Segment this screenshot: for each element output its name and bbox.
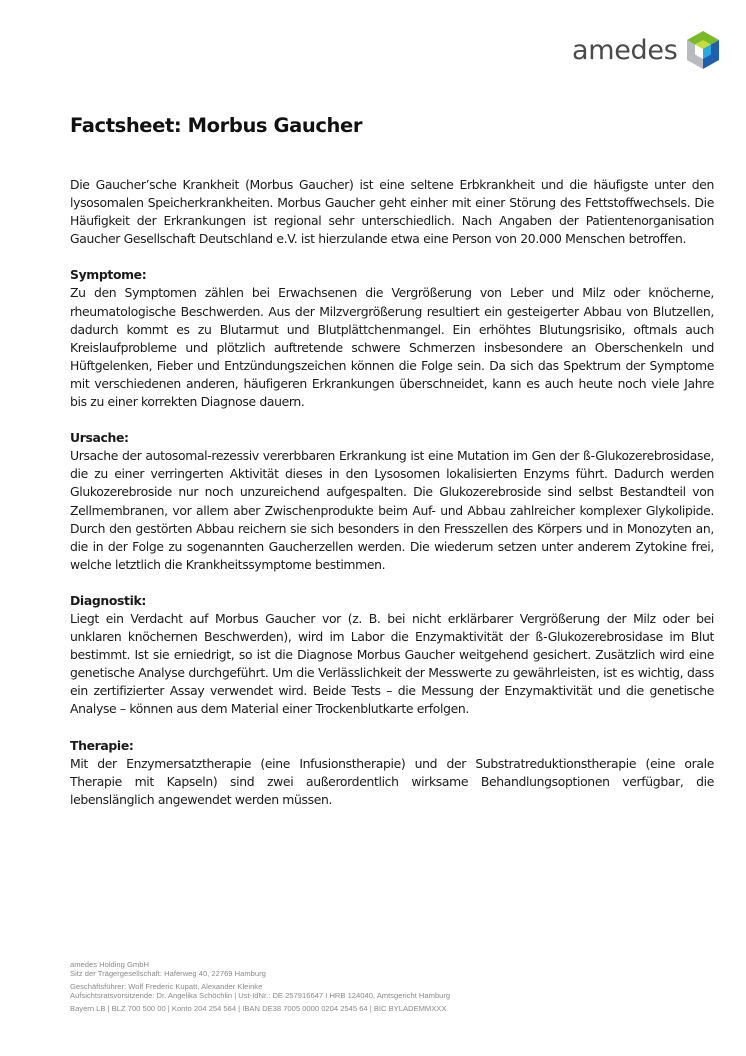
section-heading: Ursache: — [70, 430, 129, 446]
section-ursache — [70, 429, 714, 574]
section-text: Ursache der autosomal-rezessiv vererbbaren Erkrankung ist eine Mutation im Gen der ß-Glukozerebrosidase, die zu einer verringerten Aktivität dieses in den Lysosomen lokalisierten Enzyms führt. Dadurch werden Glukozerebroside nur noch unzureichend aufgespalten. Die Glukozerebroside sind selbst Bestandteil von Zellmembranen, vor allem aber Zwischenprodukte beim Auf- und Abbau zahlreicher komplexer Glykolipide. Durch den gestörten Abbau reichern sie sich besonders in den Fresszellen des Körpers und in Monozyten an, die in der Folge zu sogenannten Gaucherzellen werden. Die wiederum setzen unter anderem Zytokine frei, welche letztlich die Krankheitssymptome bestimmen. — [70, 448, 714, 572]
section-text: Mit der Enzymersatztherapie (eine Infusionstherapie) und der Substratreduktionstherapie (eine orale Therapie mit Kapseln) sind zwei außerordentlich wirksame Behandlungsoptionen verfügbar, die lebenslänglich angewendet werden müssen. — [70, 755, 714, 807]
section-heading: Therapie: — [70, 737, 134, 753]
page-footer — [70, 960, 450, 1013]
document-title: Factsheet: Morbus Gaucher — [70, 114, 363, 137]
logo-wordmark: amedes — [572, 34, 678, 66]
section-heading: Symptome: — [70, 267, 147, 283]
section-symptome — [70, 266, 714, 411]
section-text: Liegt ein Verdacht auf Morbus Gaucher vor (z. B. bei nicht erklärbarer Vergrößerung der Milz oder bei unklaren knöchernen Beschwerden), wird im Labor die Enzymaktivität der ß-Glukozerebrosidase im Blut bestimmt. Ist sie erniedrigt, so ist die Diagnose Morbus Gaucher weitgehend gesichert. Zusätzlich wird eine genetische Analyse durchgeführt. Um die Verlässlichkeit der Messwerte zu gewährleisten, ist es wichtig, dass ein zertifizierter Assay verwendet wird. Beide Tests – die Messung der Enzymaktivität und die genetische Analyse – können aus dem Material einer Trockenblutkarte erfolgen. — [70, 610, 714, 717]
footer-address: Sitz der Trägergesellschaft: Haferweg 40, 22769 Hamburg — [70, 969, 266, 979]
intro-paragraph: Die Gaucher’sche Krankheit (Morbus Gaucher) ist eine seltene Erbkrankheit und die häufigste unter den lysosomalen Speicherkrankheiten. Morbus Gaucher geht einher mit einer Störung des Fettstoffwechsels. Die Häufigkeit der Erkrankungen ist regional sehr unterschiedlich. Nach Angaben der Patientenorganisation Gaucher Gesellschaft Deutschland e.V. ist hierzulande etwa eine Person von 20.000 Menschen betroffen. — [70, 177, 714, 247]
footer-board: Aufsichtsratsvorsitzende: Dr. Angelika Schöchlin | Ust-IdNr.: DE 257916647 I HRB 124040, Amtsgericht Hamburg — [70, 991, 451, 1001]
section-therapie — [70, 737, 714, 809]
footer-bank: Bayern LB | BLZ 700 500 00 | Konto 204 254 564 | IBAN DE38 7005 0000 0204 2545 64 | BIC BYLADEMMXXX — [70, 1003, 447, 1013]
section-heading: Diagnostik: — [70, 592, 146, 608]
footer-management: Geschäftsführer: Wolf Frederic Kupatt, Alexander Kleinke — [70, 981, 263, 991]
section-diagnostik — [70, 592, 714, 719]
cube-logo-icon — [685, 30, 721, 70]
amedes-logo — [572, 30, 721, 70]
footer-company: amedes Holding GmbH — [70, 960, 149, 969]
document-body — [70, 176, 714, 809]
section-text: Zu den Symptomen zählen bei Erwachsenen die Vergrößerung von Leber und Milz oder knöcherne, rheumatologische Beschwerden. Aus der Milzvergrößerung resultiert ein gesteigerter Abbau von Blutzellen, dadurch kommt es zu Blutarmut und Blutplättchenmangel. Ein erhöhtes Blutungsrisiko, oftmals auch Kreislaufprobleme und plötzlich auftretende schwere Schmerzen insbesondere an Oberschenkeln und Hüftgelenken, Fieber und Entzündungszeichen können die Folge sein. Da sich das Spektrum der Symptome mit verschiedenen anderen, häufigeren Erkrankungen überschneidet, kann es auch heute noch viele Jahre bis zu einer korrekten Diagnose dauern. — [70, 285, 714, 410]
